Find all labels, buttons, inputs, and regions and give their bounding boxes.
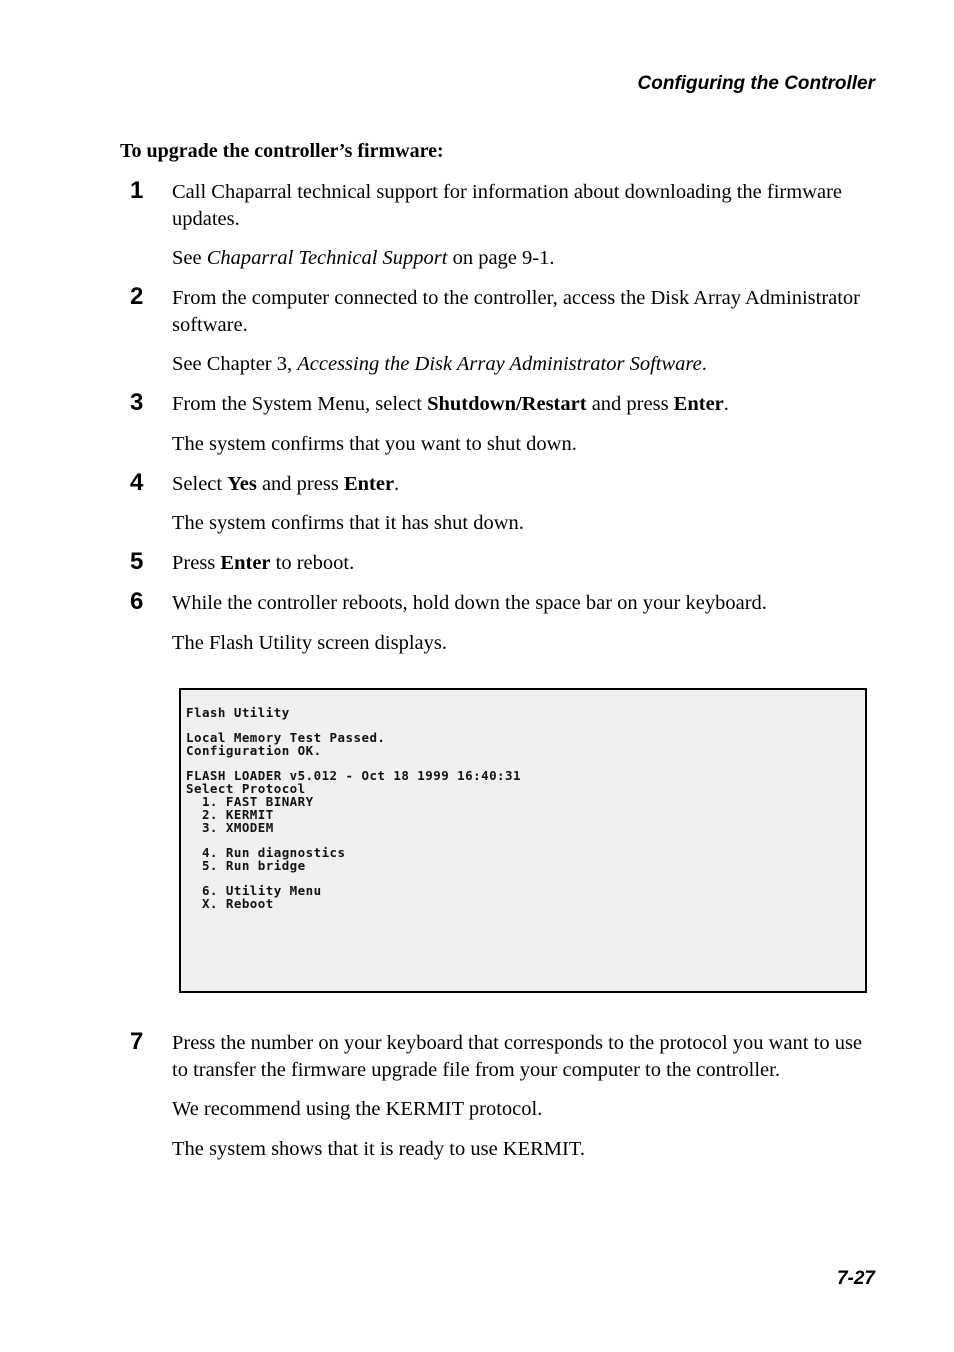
running-header: Configuring the Controller [637, 73, 875, 94]
step-4-number: 4 [130, 469, 144, 496]
terminal-option-utility-menu: 6. Utility Menu [186, 883, 322, 898]
step-1-note: See Chaparral Technical Support on page 9-1. [172, 247, 555, 269]
step-7-number: 7 [130, 1028, 144, 1055]
step-5-text: Press Enter to reboot. [172, 552, 355, 574]
step-1-number: 1 [130, 177, 144, 204]
step-3-note: The system confirms that you want to shut down. [172, 433, 577, 455]
key-enter: Enter [343, 473, 395, 495]
option-yes: Yes [227, 473, 257, 495]
terminal-option-xmodem: 3. XMODEM [186, 820, 274, 835]
step-7-text: Press the number on your keyboard that corresponds to the protocol you want to use to transfer the firmware upgrade file from your computer to the controller. [172, 1032, 863, 1081]
step-5-number: 5 [130, 548, 144, 575]
section-title: To upgrade the controller’s firmware: [120, 140, 444, 162]
step-4-note: The system confirms that it has shut down. [172, 512, 524, 534]
step-7-note-2: The system shows that it is ready to use KERMIT. [172, 1138, 585, 1160]
flash-utility-screen [179, 688, 867, 993]
step-6-note: The Flash Utility screen displays. [172, 632, 447, 654]
step-2-note: See Chapter 3, Accessing the Disk Array Administrator Software. [172, 353, 707, 375]
menu-item-shutdown-restart: Shutdown/Restart [427, 393, 587, 415]
terminal-option-kermit: 2. KERMIT [186, 807, 274, 822]
terminal-config-status: Configuration OK. [186, 743, 322, 758]
terminal-select-protocol: Select Protocol [186, 781, 306, 796]
terminal-option-run-bridge: 5. Run bridge [186, 858, 306, 873]
step-1-note-reference: Chaparral Technical Support [206, 247, 448, 269]
terminal-option-fast-binary: 1. FAST BINARY [186, 794, 314, 809]
step-1-text: Call Chaparral technical support for information about downloading the firmware updates. [172, 181, 843, 230]
step-7-note-1: We recommend using the KERMIT protocol. [172, 1098, 543, 1120]
step-2-note-reference: Accessing the Disk Array Administrator Software [297, 353, 702, 375]
terminal-loader-version: FLASH LOADER v5.012 - Oct 18 1999 16:40:31 [186, 768, 521, 783]
step-2-text: From the computer connected to the controller, access the Disk Array Administrator software. [172, 287, 861, 336]
key-enter: Enter [220, 552, 271, 574]
terminal-option-run-diagnostics: 4. Run diagnostics [186, 845, 346, 860]
step-3-number: 3 [130, 389, 144, 416]
terminal-memory-test: Local Memory Test Passed. [186, 730, 386, 745]
step-6-text: While the controller reboots, hold down the space bar on your keyboard. [172, 592, 767, 614]
key-enter: Enter [673, 393, 724, 415]
step-4-text: Select Yes and press Enter. [172, 473, 400, 495]
step-2-number: 2 [130, 283, 144, 310]
step-6-number: 6 [130, 588, 144, 615]
terminal-option-reboot: X. Reboot [186, 896, 274, 911]
page-number: 7-27 [836, 1268, 875, 1289]
step-3-text: From the System Menu, select Shutdown/Restart and press Enter. [172, 393, 729, 415]
terminal-title: Flash Utility [186, 705, 290, 720]
